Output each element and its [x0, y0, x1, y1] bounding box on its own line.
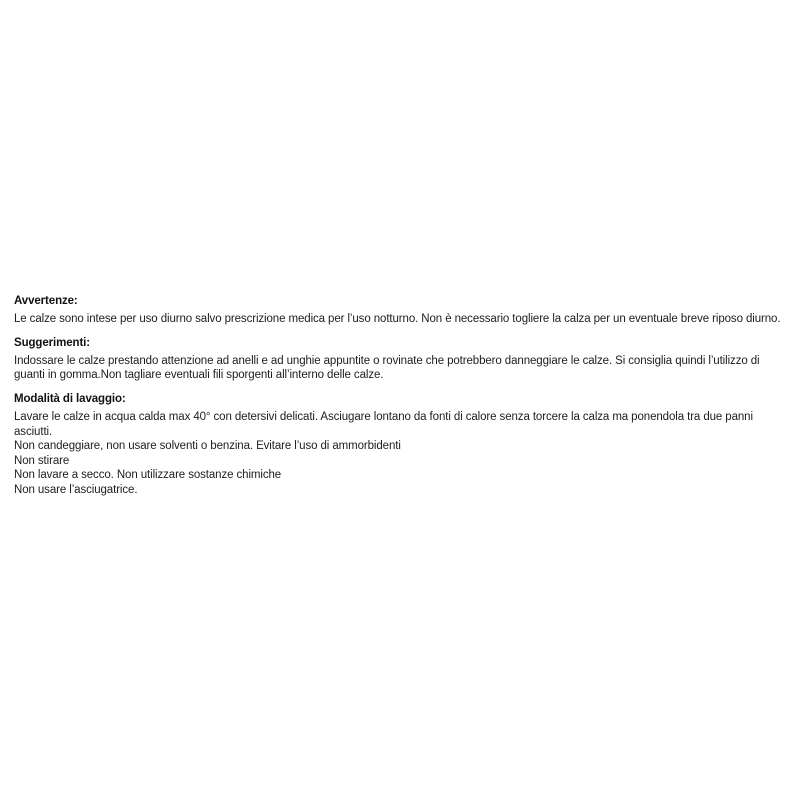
care-instructions-text-block — [14, 294, 788, 498]
paragraph-avvertenze: Le calze sono intese per uso diurno salvo prescrizione medica per l’uso notturno. Non è necessario togliere la calza per un eventuale breve riposo diurno. — [14, 313, 781, 326]
paragraph-non-lavare-a-secco: Non lavare a secco. Non utilizzare sostanze chimiche — [14, 469, 282, 482]
section-heading-avvertenze: Avvertenze: — [14, 295, 78, 307]
section-suggerimenti — [14, 336, 788, 383]
paragraph-suggerimenti: Indossare le calze prestando attenzione ad anelli e ad unghie appuntite o rovinate che potrebbero danneggiare le calze. Si consiglia quindi l’utilizzo di guanti in gomma.Non tagliare eventuali fili sporgenti all’interno delle calze. — [14, 354, 760, 382]
paragraph-non-candeggiare: Non candeggiare, non usare solventi o benzina. Evitare l’uso di ammorbidenti — [14, 440, 401, 453]
paragraph-non-stirare: Non stirare — [14, 454, 70, 467]
section-avvertenze — [14, 294, 788, 327]
paragraph-non-usare-asciugatrice: Non usare l’asciugatrice. — [14, 484, 138, 497]
section-heading-modalita-di-lavaggio: Modalità di lavaggio: — [14, 392, 126, 405]
section-heading-suggerimenti: Suggerimenti: — [14, 336, 91, 349]
paragraph-lavaggio-istruzioni: Lavare le calze in acqua calda max 40° con detersivi delicati. Asciugare lontano da fonti di calore senza torcere la calza ma ponendola tra due panni asciutti. — [14, 411, 753, 438]
section-modalita-di-lavaggio — [14, 392, 788, 498]
